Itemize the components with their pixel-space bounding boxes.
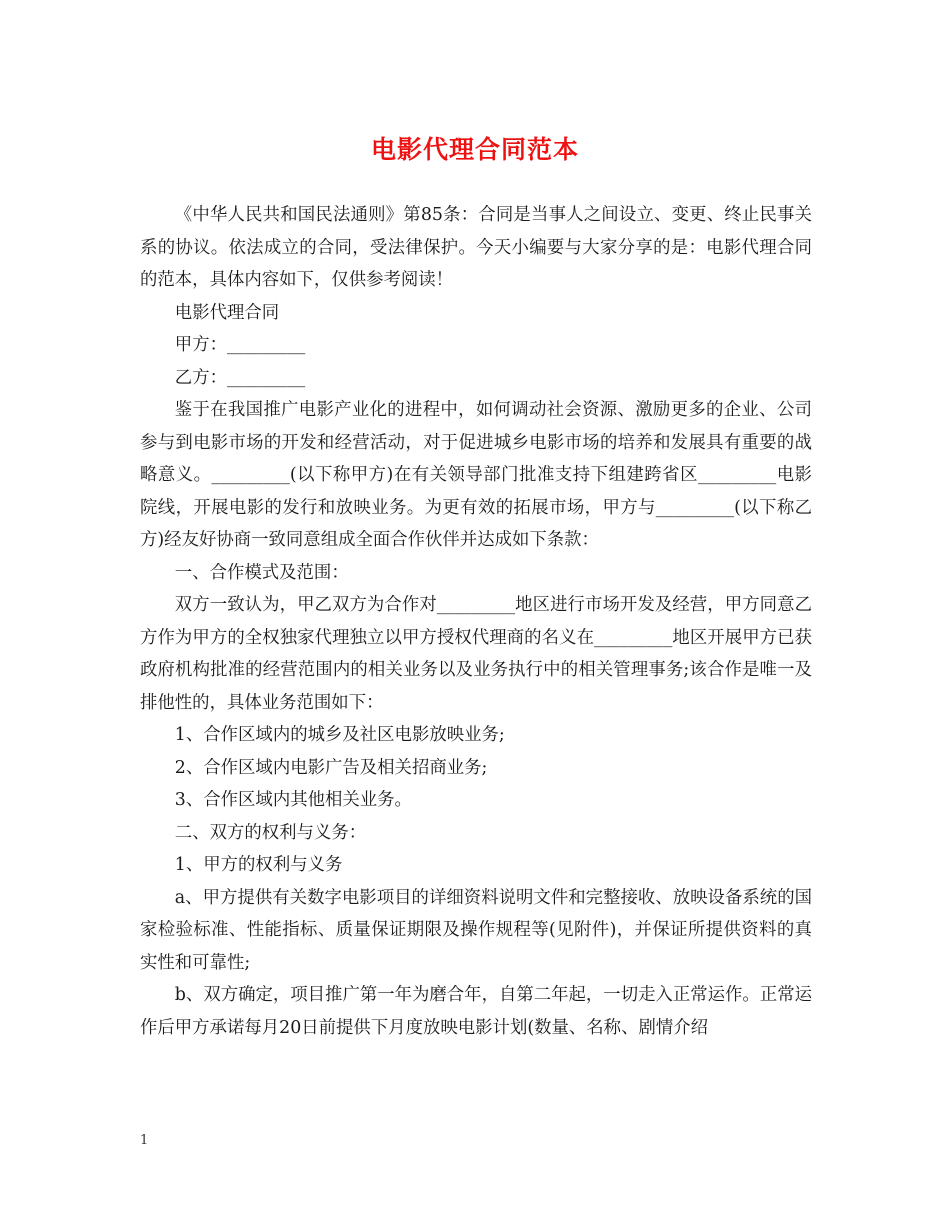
party-b-line: 乙方：_________ [174,367,306,388]
contract-heading: 电影代理合同 [174,302,280,323]
intro-paragraph: 《中华人民共和国民法通则》第85条：合同是当事人之间设立、变更、终止民事关系的协议。依法成立的合同，受法律保护。今天小编要与大家分享的是：电影代理合同的范本，具体内容如下，仅供参考阅读！ [140,205,812,290]
page-number: 1 [140,1133,149,1148]
preamble-paragraph: 鉴于在我国推广电影产业化的进程中，如何调动社会资源、激励更多的企业、公司参与到电影市场的开发和经营活动，对于促进城乡电影市场的培养和发展具有重要的战略意义。_________(以下称甲方)在有关领导部门批准支持下组建跨省区_________电影院线，开展电影的发行和放映业务。为更有效的拓展市场，甲方与_________(以下称乙方)经友好协商一致同意组成全面合作伙伴并达成如下条款： [140,400,812,550]
party-a-line: 甲方：_________ [174,335,306,355]
scope-item-3: 3、合作区域内其他相关业务。 [174,790,412,810]
document-body [140,199,812,1044]
clause-a-paragraph: a、甲方提供有关数字电影项目的详细资料说明文件和完整接收、放映设备系统的国家检验标准、性能指标、质量保证期限及操作规程等(见附件)，并保证所提供资料的真实性和可靠性; [140,887,812,973]
subsection-heading-party-a: 1、甲方的权利与义务 [174,855,343,875]
section-heading-rights: 二、双方的权利与义务： [174,822,367,843]
section-heading-cooperation: 一、合作模式及范围： [174,562,349,583]
clause-b-paragraph: b、双方确定，项目推广第一年为磨合年，自第二年起，一切走入正常运作。正常运作后甲方承诺每月20日前提供下月度放映电影计划(数量、名称、剧情介绍 [140,985,812,1038]
document-title: 电影代理合同范本 [370,135,579,164]
scope-item-2: 2、合作区域内电影广告及相关招商业务; [174,757,488,778]
scope-item-1: 1、合作区域内的城乡及社区电影放映业务; [174,725,505,745]
cooperation-paragraph: 双方一致认为，甲乙双方为合作对_________地区进行市场开发及经营，甲方同意乙方作为甲方的全权独家代理独立以甲方授权代理商的名义在_________地区开展甲方已获政府机构批准的经营范围内的相关业务以及业务执行中的相关管理事务;该合作是唯一及排他性的，具体业务范围如下： [140,595,812,713]
